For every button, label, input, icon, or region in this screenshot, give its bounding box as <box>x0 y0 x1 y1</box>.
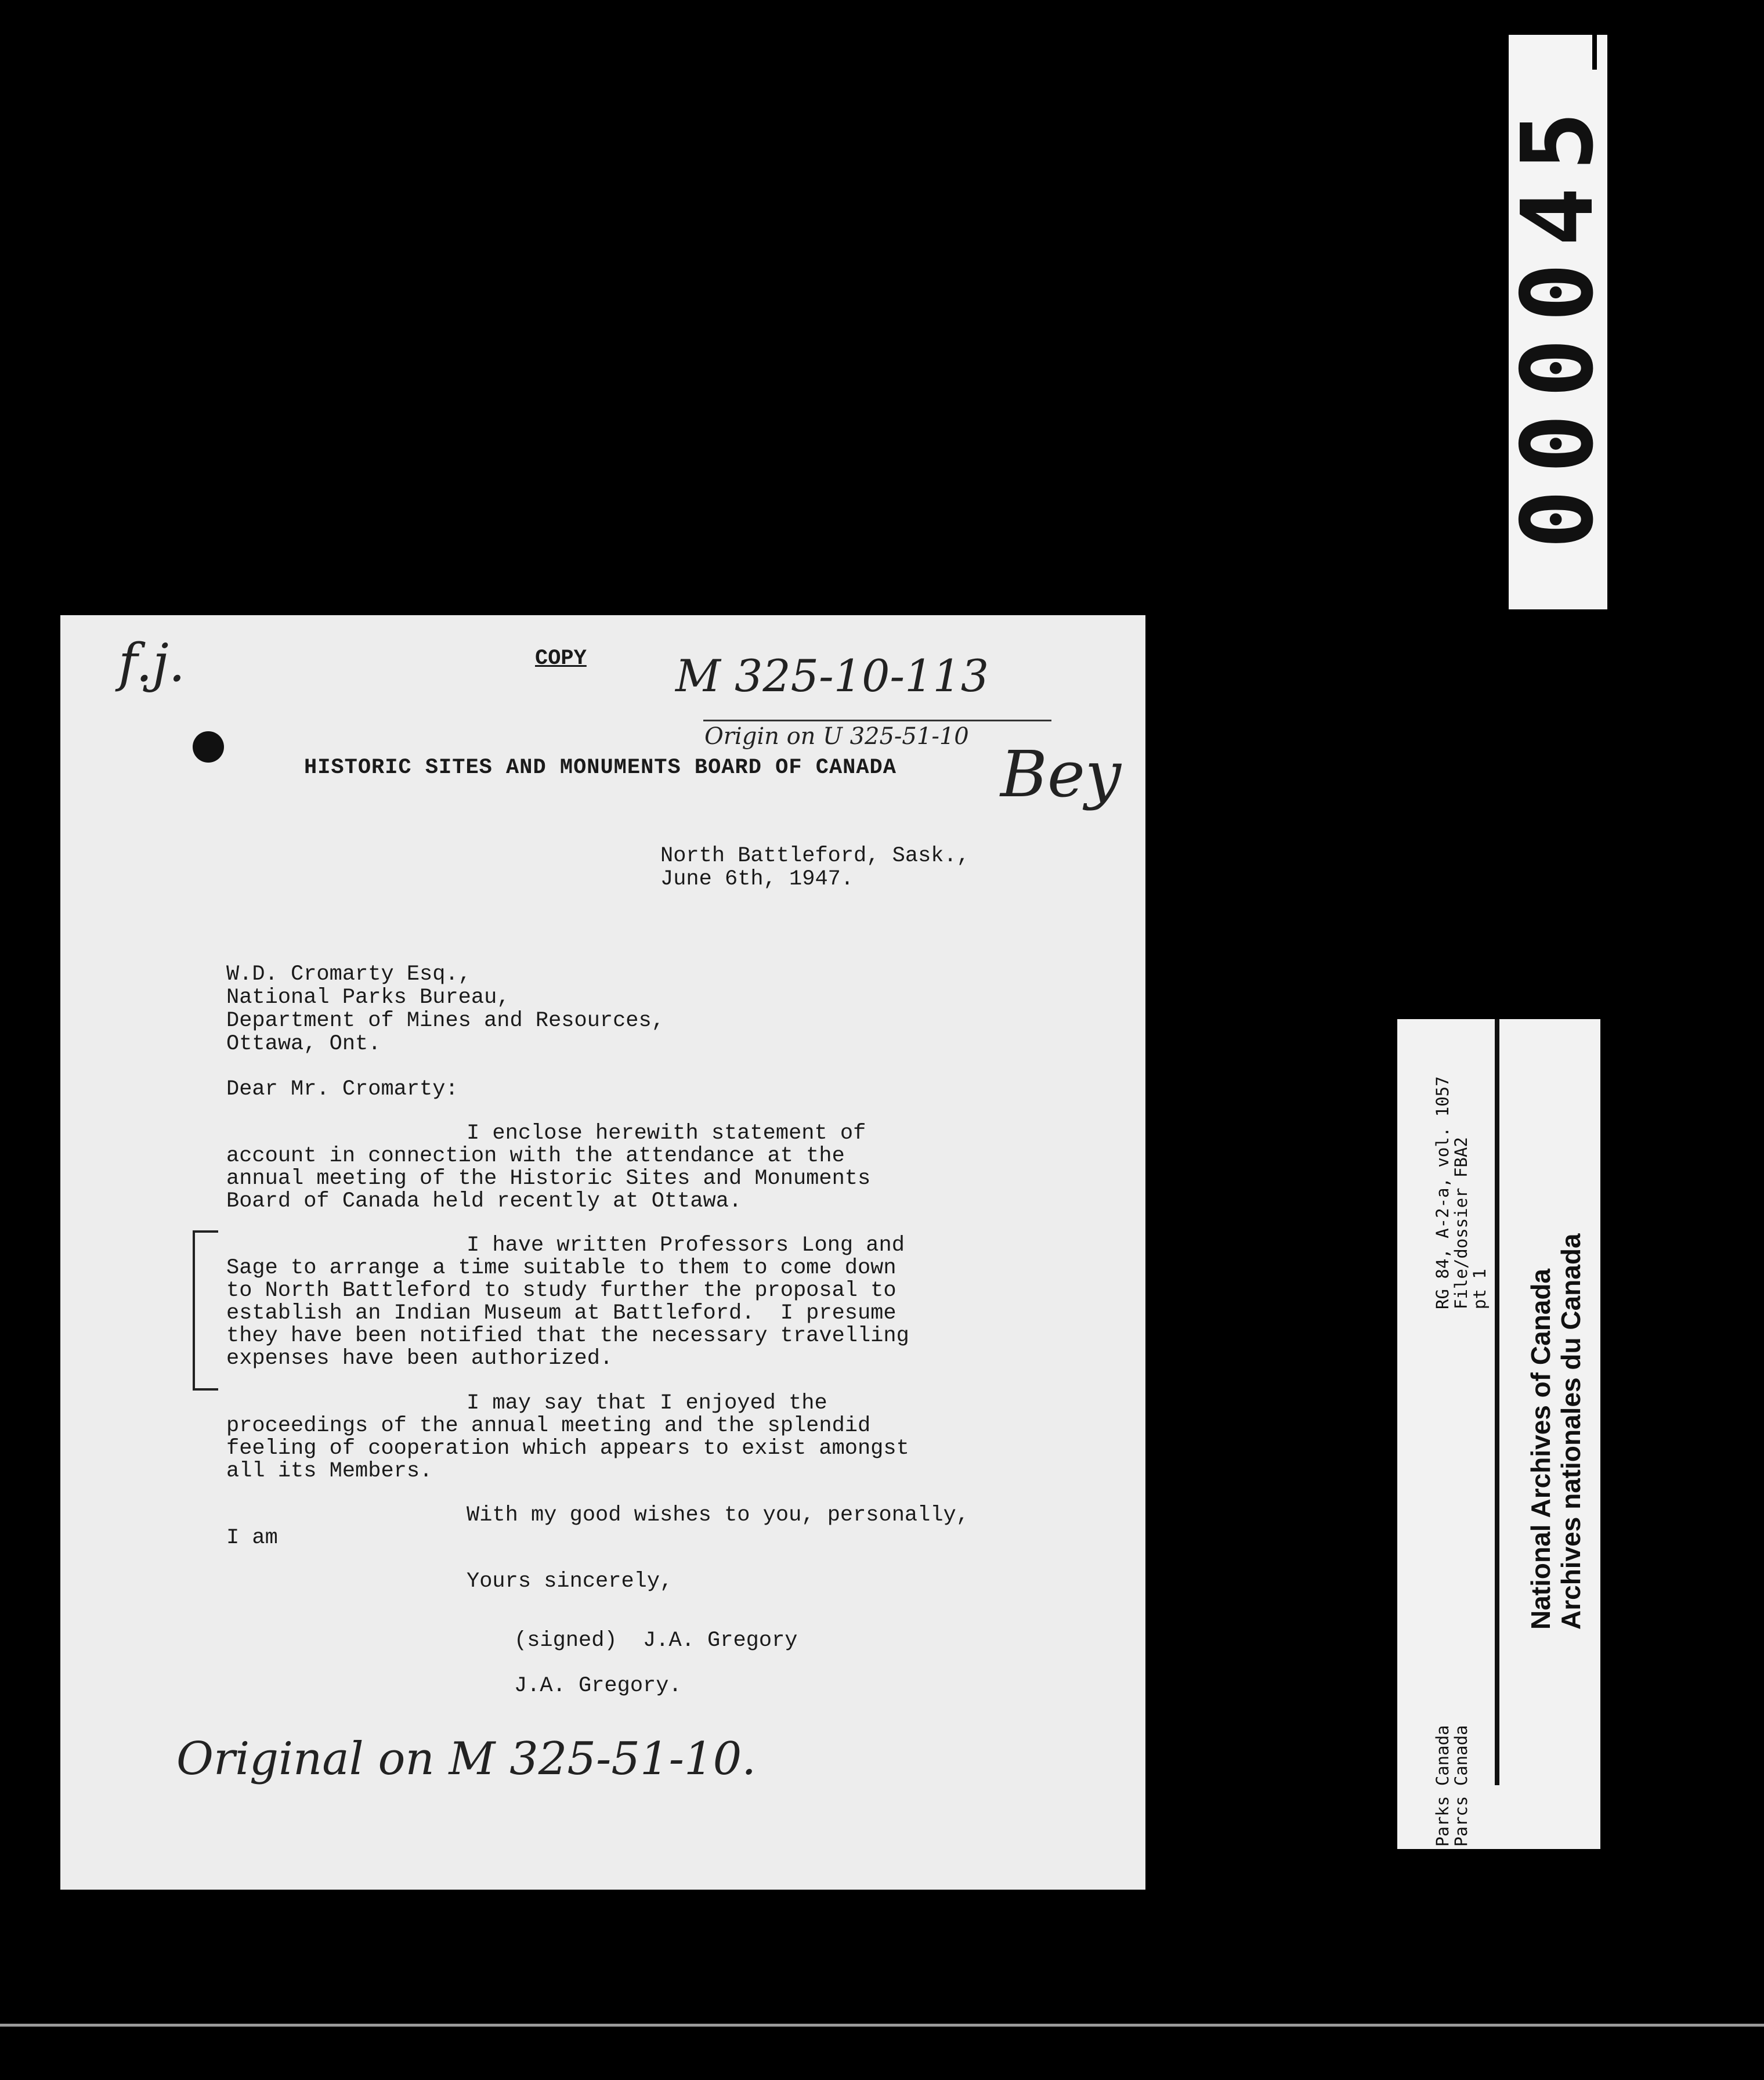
paragraph-1-line-3: annual meeting of the Historic Sites and Monuments <box>226 1167 871 1191</box>
date-line: June 6th, 1947. <box>660 867 854 891</box>
handwritten-file-number: M 325-10-113 <box>675 650 989 702</box>
institution-french: Archives nationales du Canada <box>1556 1233 1586 1630</box>
handwritten-original-note-top: Origin on U 325-51-10 <box>704 723 969 750</box>
copy-heading: COPY <box>535 647 587 671</box>
paragraph-3-line-3: feeling of cooperation which appears to exist amongst <box>226 1436 909 1461</box>
handwritten-initials-right: Bey <box>1000 737 1122 811</box>
paragraph-1-line-4: Board of Canada held recently at Ottawa. <box>226 1189 742 1214</box>
paragraph-3-line-4: all its Members. <box>226 1459 433 1483</box>
paragraph-2-line-4: establish an Indian Museum at Battleford. I presume <box>226 1301 897 1326</box>
recipient-name: W.D. Cromarty Esq., <box>226 962 471 987</box>
letter-page <box>60 615 1145 1890</box>
place-line: North Battleford, Sask., <box>660 844 970 868</box>
signed-line: (signed) J.A. Gregory <box>514 1628 798 1653</box>
i-am-line: I am <box>226 1526 278 1550</box>
paragraph-3-line-2: proceedings of the annual meeting and the splendid <box>226 1414 871 1438</box>
paragraph-2-line-1: I have written Professors Long and <box>467 1233 905 1258</box>
paragraph-2-line-2: Sage to arrange a time suitable to them to come down <box>226 1256 897 1280</box>
frame-number-strip <box>1501 35 1615 609</box>
paragraph-2-line-3: to North Battleford to study further the proposal to <box>226 1279 897 1303</box>
good-wishes-line: With my good wishes to you, personally, <box>467 1503 969 1528</box>
archive-label <box>1397 1019 1600 1849</box>
paragraph-1-line-2: account in connection with the attendance at the <box>226 1144 845 1168</box>
paragraph-2-line-5: they have been notified that the necessary travelling <box>226 1324 909 1348</box>
institution-english: National Archives of Canada <box>1526 1268 1556 1630</box>
reference-line-3: pt 1 <box>1470 1269 1490 1309</box>
recipient-department: Department of Mines and Resources, <box>226 1009 664 1033</box>
frame-mark <box>1592 35 1597 70</box>
file-number-underline <box>703 720 1051 721</box>
margin-bracket <box>193 1230 218 1391</box>
recipient-city: Ottawa, Ont. <box>226 1032 381 1056</box>
paragraph-1-line-1: I enclose herewith statement of <box>467 1121 866 1146</box>
typed-signature: J.A. Gregory. <box>514 1674 682 1698</box>
handwritten-original-note-bottom: Original on M 325-51-10. <box>176 1733 757 1785</box>
agency-line-2: Parcs Canada <box>1451 1725 1471 1847</box>
handwritten-initials-left: f.j. <box>118 633 186 694</box>
scan-edge-line <box>0 2024 1764 2027</box>
recipient-bureau: National Parks Bureau, <box>226 985 510 1010</box>
board-title: HISTORIC SITES AND MONUMENTS BOARD OF CANADA <box>304 756 897 780</box>
frame-number: 000045 <box>1501 95 1615 550</box>
salutation: Dear Mr. Cromarty: <box>226 1077 458 1102</box>
label-divider-strip <box>1495 1019 1499 1785</box>
punch-hole <box>193 731 224 763</box>
paragraph-3-line-1: I may say that I enjoyed the <box>467 1391 827 1415</box>
reference-line-2: File/dossier FBA2 <box>1451 1137 1471 1309</box>
reference-line-1: RG 84, A-2-a, vol. 1057 <box>1433 1076 1452 1309</box>
paragraph-2-line-6: expenses have been authorized. <box>226 1346 613 1371</box>
closing: Yours sincerely, <box>467 1569 673 1594</box>
agency-line-1: Parks Canada <box>1433 1725 1452 1847</box>
